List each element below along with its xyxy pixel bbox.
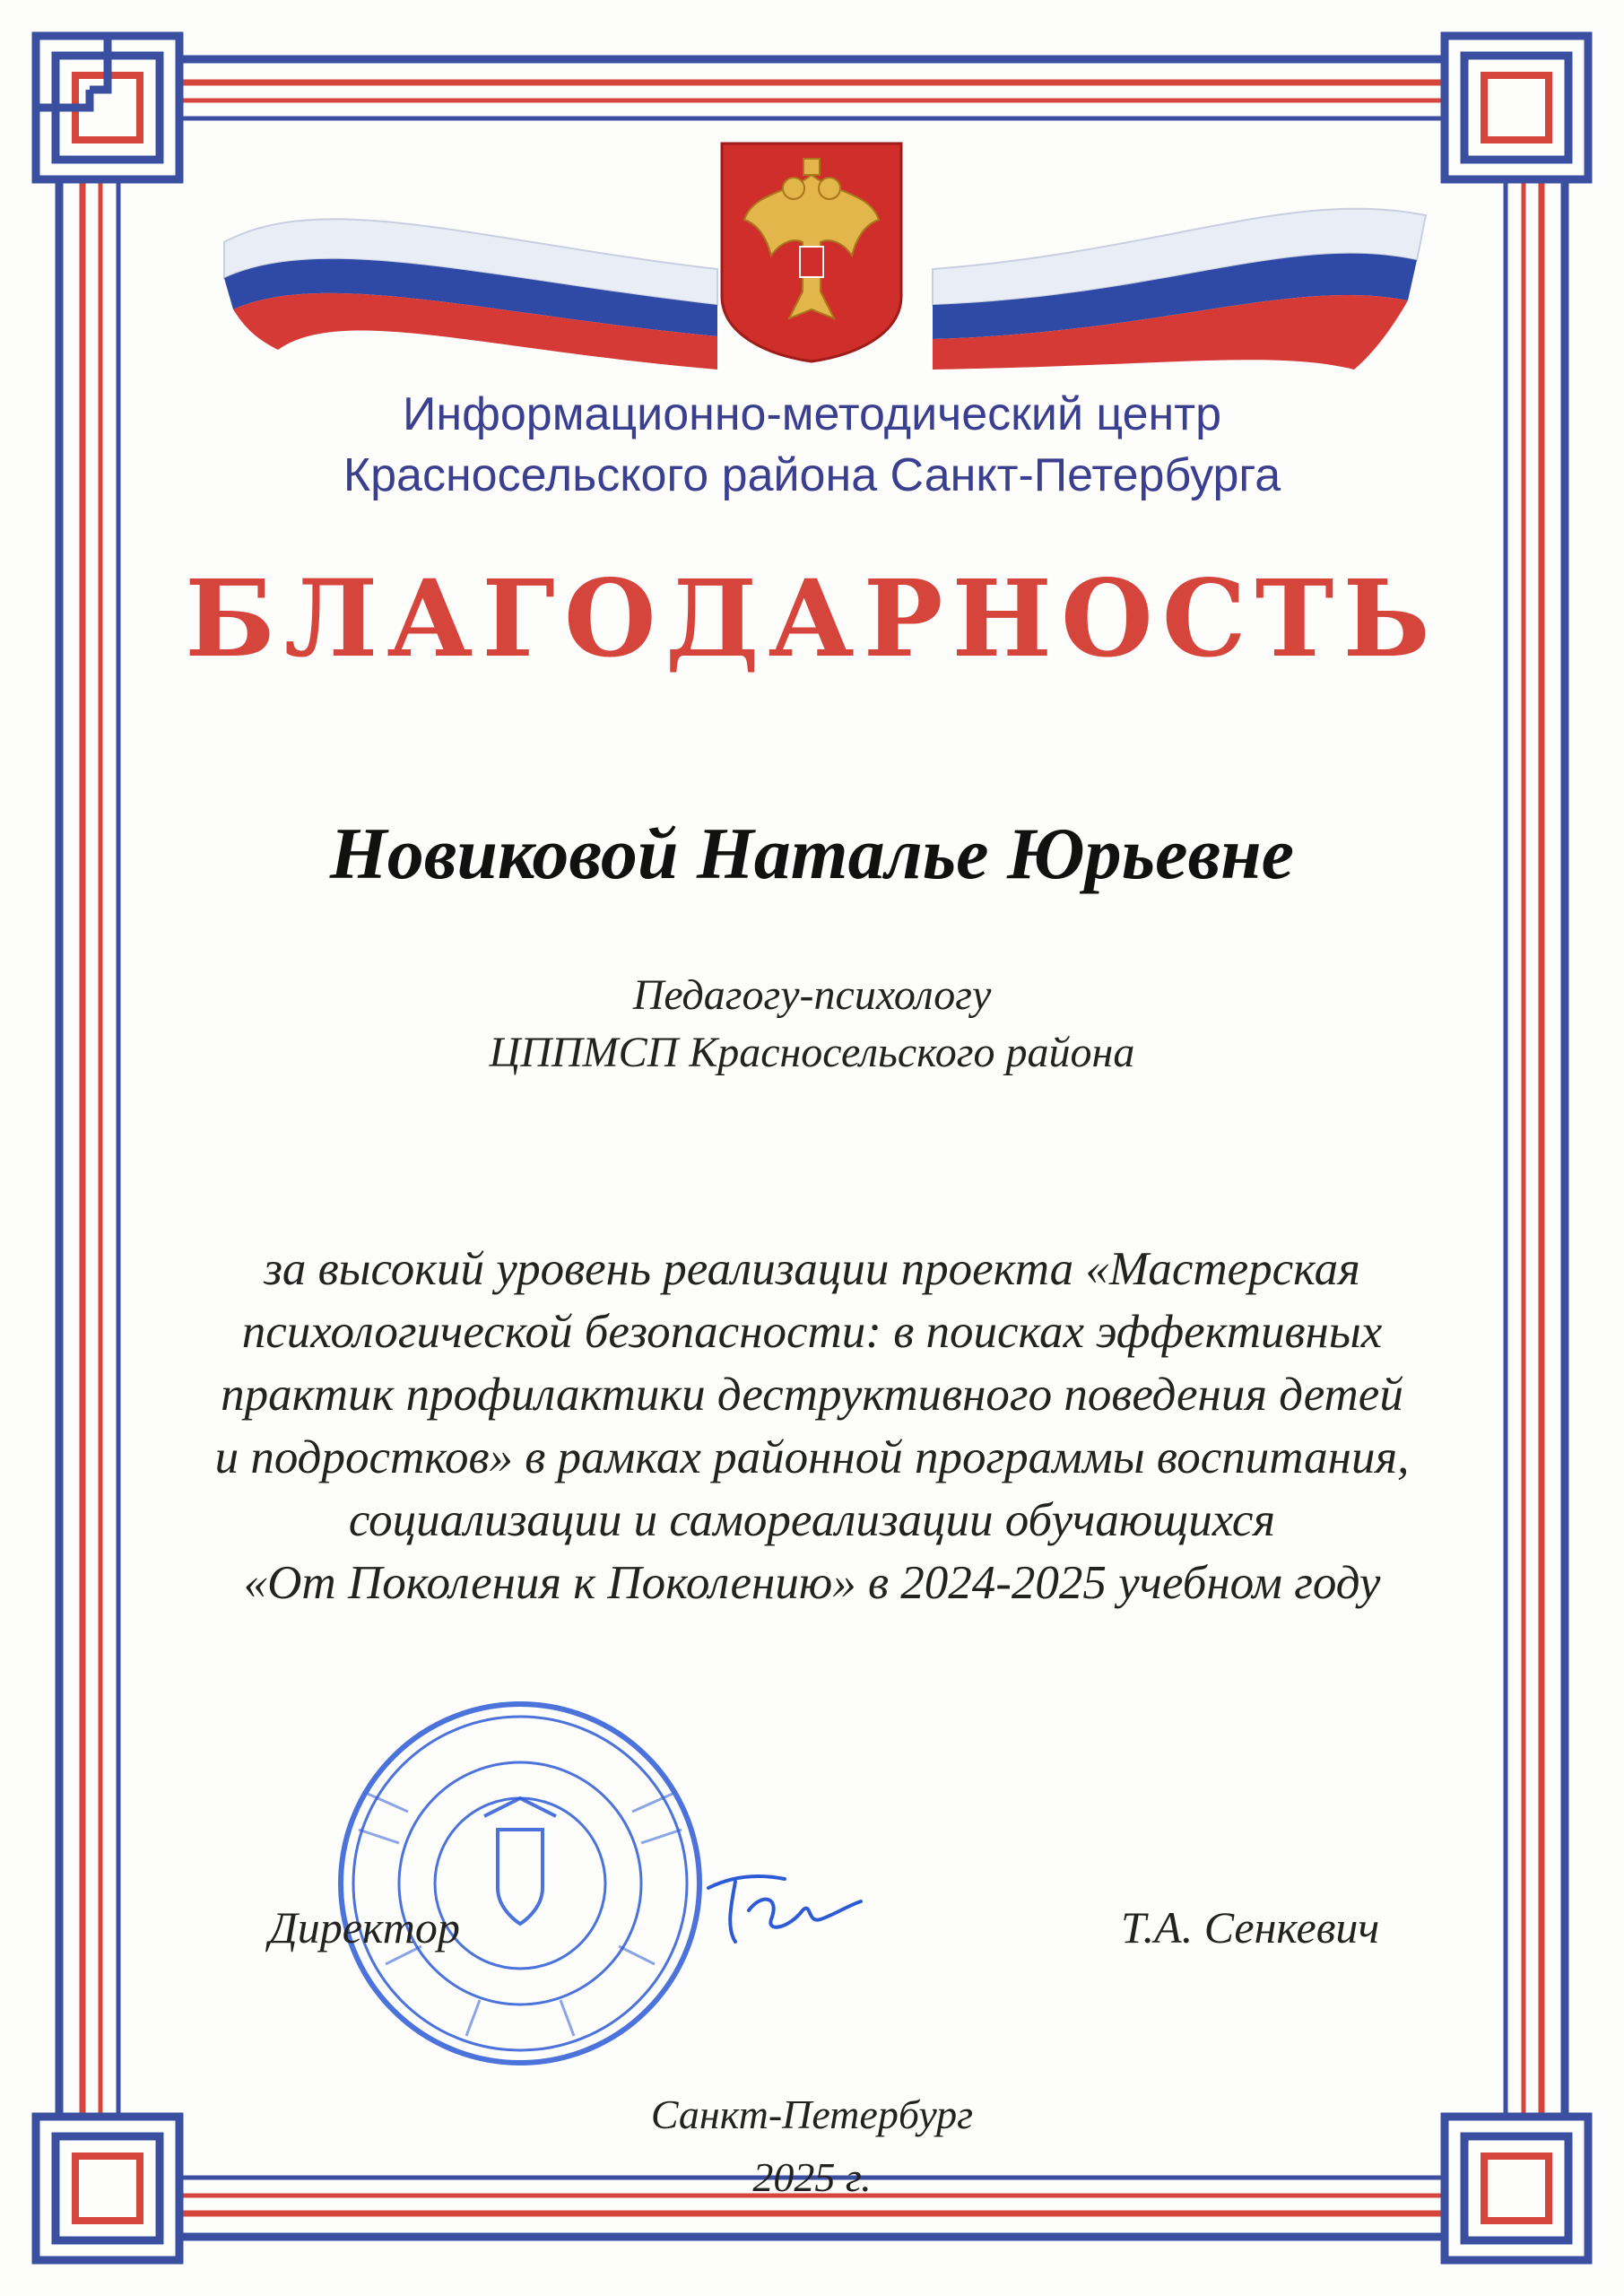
recipient-name: Новиковой Наталье Юрьевне bbox=[329, 813, 1295, 894]
reason-line: за высокий уровень реализации проекта «Мастерская bbox=[264, 1243, 1360, 1295]
signatory-name: Т.А. Сенкевич bbox=[1121, 1902, 1380, 1952]
footer-city: Санкт-Петербург bbox=[650, 2092, 974, 2137]
reason-line: психологической безопасности: в поисках эффективных bbox=[241, 1306, 1383, 1358]
official-round-stamp-icon bbox=[332, 1695, 708, 2072]
corner-ornament-icon bbox=[36, 36, 179, 179]
recipient-position bbox=[0, 967, 1624, 1082]
organization-line-1: Информационно-методический центр bbox=[402, 388, 1222, 440]
reason-line: «От Поколения к Поколению» в 2024-2025 учебном году bbox=[243, 1557, 1381, 1609]
organization-name bbox=[0, 384, 1624, 506]
signatory-role: Директор bbox=[269, 1902, 460, 1952]
organization-line-2: Красносельского района Санкт-Петербурга bbox=[343, 449, 1281, 501]
certificate-title: БЛАГОДАРНОСТЬ bbox=[185, 556, 1439, 681]
position-line-1: Педагогу-психологу bbox=[632, 971, 992, 1019]
reason-paragraph bbox=[0, 1238, 1624, 1614]
russian-coat-of-arms-icon bbox=[717, 139, 906, 363]
handwritten-signature-icon bbox=[699, 1857, 870, 1955]
reason-line: социализации и самореализации обучающихся bbox=[348, 1494, 1276, 1546]
reason-line: практик профилактики деструктивного поведения детей bbox=[221, 1369, 1403, 1421]
footer-year: 2025 г. bbox=[752, 2154, 872, 2200]
reason-line: и подростков» в рамках районной программы воспитания, bbox=[214, 1431, 1410, 1483]
position-line-2: ЦППМСП Красносельского района bbox=[489, 1029, 1135, 1076]
